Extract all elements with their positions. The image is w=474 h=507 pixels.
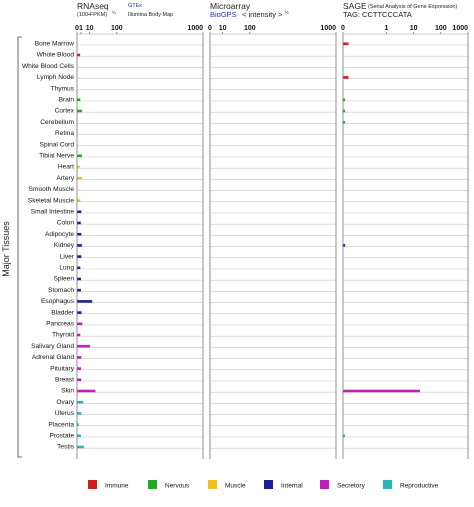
tissue-label: Esophagus: [41, 298, 74, 306]
tissue-label: Thymus: [50, 85, 74, 93]
bar-1-whole-blood: [77, 54, 80, 57]
legend-swatch-reproductive: [383, 480, 392, 489]
tissue-label: Skeletal Muscle: [27, 197, 74, 205]
text-layer: [1, 1, 457, 451]
tissue-label: Lymph Node: [36, 74, 74, 82]
bar-1-liver: [77, 255, 81, 258]
tissue-label: Smooth Muscle: [28, 186, 74, 194]
tissue-label: Salivary Gland: [31, 342, 74, 350]
legend-label-muscle: Muscle: [225, 482, 246, 490]
bar-1-testis: [77, 446, 84, 449]
panel-3-subtitle: (Serial Analysis of Gene Expression): [368, 4, 458, 10]
y-axis-title: Major Tissues: [1, 221, 11, 277]
tissue-label: Kidney: [53, 242, 74, 250]
tissue-label: Adipocyte: [45, 230, 74, 238]
legend-swatch-immune: [88, 480, 97, 489]
bar-1-adipocyte: [77, 233, 81, 236]
panel-2-tick-label: 100: [244, 25, 256, 32]
bar-1-skin: [77, 390, 95, 393]
panel-2-tick-label: 1000: [320, 25, 336, 32]
bar-1-ovary: [77, 401, 83, 404]
panel-3-tag: TAG: CCTTCCCATA: [343, 10, 412, 19]
panel-1-subtitle-exponent: ½: [112, 10, 116, 15]
bar-1-uterus: [77, 412, 81, 415]
grid-layer: [77, 45, 468, 448]
legend-label-internal: Internal: [281, 482, 303, 490]
bar-1-small-intestine: [77, 211, 81, 214]
legend-label-secretory: Secretory: [337, 482, 365, 490]
tissue-label: Spinal Cord: [39, 141, 74, 149]
panel-3-tick-label: 1000: [452, 25, 468, 32]
tissue-label: Bladder: [51, 309, 74, 317]
bar-1-adrenal-gland: [77, 356, 81, 359]
panel-1-title: RNAseq: [77, 1, 109, 11]
tissue-label: Lung: [59, 264, 74, 272]
tissue-label: Small Intestine: [30, 208, 74, 216]
bars-layer: [77, 43, 420, 449]
legend-label-nervous: Nervous: [165, 482, 190, 490]
tissue-label: Artery: [56, 174, 74, 182]
panel-2-source-link[interactable]: BioGPS: [210, 10, 237, 19]
tissue-label: Retina: [54, 130, 74, 138]
tissue-label: Thyroid: [52, 331, 74, 339]
tissue-label: Adrenal Gland: [31, 354, 74, 362]
bar-1-pituitary: [77, 367, 81, 370]
panel-3-tick-label: 10: [409, 25, 418, 32]
tissue-label: Pancreas: [46, 320, 74, 328]
panel-1-source-link[interactable]: GTEx: [128, 3, 143, 9]
panel-3-tick-label: 1: [384, 25, 389, 32]
panel-2-source-note: < intensity >: [242, 10, 283, 19]
tissue-label: Uterus: [54, 410, 74, 418]
bar-1-breast: [77, 379, 81, 382]
panel-1-tick-label: 10: [85, 25, 94, 32]
bar-1-esophagus: [77, 300, 92, 303]
tissue-label: Skin: [61, 387, 74, 395]
bar-1-salivary-gland: [77, 345, 90, 348]
legend-swatch-secretory: [320, 480, 329, 489]
tissue-label: Colon: [56, 219, 74, 227]
bar-1-kidney: [77, 244, 82, 247]
bar-3-bone-marrow: [343, 43, 348, 46]
legend-swatch-nervous: [148, 480, 157, 489]
tissue-label: Ovary: [56, 398, 74, 406]
tissue-label: Tibial Nerve: [39, 152, 74, 160]
panel-2-source-note-exponent: ½: [285, 10, 289, 15]
panel-3-title: SAGE: [343, 1, 367, 11]
bar-1-pancreas: [77, 323, 82, 326]
tissue-label: Testis: [57, 443, 74, 451]
tissue-label: Stomach: [47, 286, 74, 294]
bar-1-cortex: [77, 110, 82, 113]
panel-2-tick-label: 0: [208, 25, 212, 32]
bar-1-stomach: [77, 289, 81, 292]
bar-1-lung: [77, 267, 80, 270]
bar-1-artery: [77, 177, 82, 180]
bar-1-prostate: [77, 435, 81, 438]
bar-1-colon: [77, 222, 81, 225]
legend: [88, 480, 439, 490]
panel-2-tick-label: 10: [218, 25, 227, 32]
bar-1-spleen: [77, 278, 81, 281]
panel-2-title: Microarray: [210, 1, 251, 11]
bar-1-skeletal-muscle: [77, 199, 80, 202]
bar-1-tibial-nerve: [77, 155, 82, 158]
legend-swatch-internal: [264, 480, 273, 489]
tissue-label: Cortex: [54, 107, 74, 115]
tissue-label: Pituitary: [50, 365, 74, 373]
panel-1-tick-label: 1000: [187, 25, 203, 32]
panel-1-tick-label: 0: [75, 25, 79, 32]
tissue-label: White Blood Cells: [21, 62, 74, 70]
tissue-label: Prostate: [49, 432, 74, 440]
tissue-label: Whole Blood: [36, 51, 74, 59]
panel-1-subtitle: (100•FPKM): [77, 12, 108, 18]
bar-1-thyroid: [77, 334, 80, 337]
bar-1-bladder: [77, 311, 82, 314]
tissue-label: Placenta: [48, 421, 74, 429]
tissue-label: Heart: [57, 163, 74, 171]
tissue-label: Breast: [54, 376, 74, 384]
tissue-label: Cerebellum: [40, 118, 74, 126]
panel-3-tick-label: 0: [341, 25, 345, 32]
panel-1-source-note: Illumina Body Map: [128, 12, 174, 18]
bar-3-lymph-node: [343, 76, 348, 79]
panel-1-tick-label: 1: [79, 25, 83, 32]
bar-1-brain: [77, 99, 80, 102]
tissue-label: Spleen: [53, 275, 74, 283]
y-axis-bracket: [18, 37, 22, 457]
tissue-label: Bone Marrow: [34, 40, 74, 48]
tissue-label: Brain: [58, 96, 74, 104]
panel-1-tick-label: 100: [111, 25, 123, 32]
panel-3-tick-label: 100: [434, 25, 447, 32]
tissue-label: Liver: [59, 253, 74, 261]
legend-label-immune: Immune: [105, 482, 129, 490]
bar-3-skin: [343, 390, 420, 393]
legend-label-reproductive: Reproductive: [400, 482, 439, 490]
legend-swatch-muscle: [208, 480, 217, 489]
